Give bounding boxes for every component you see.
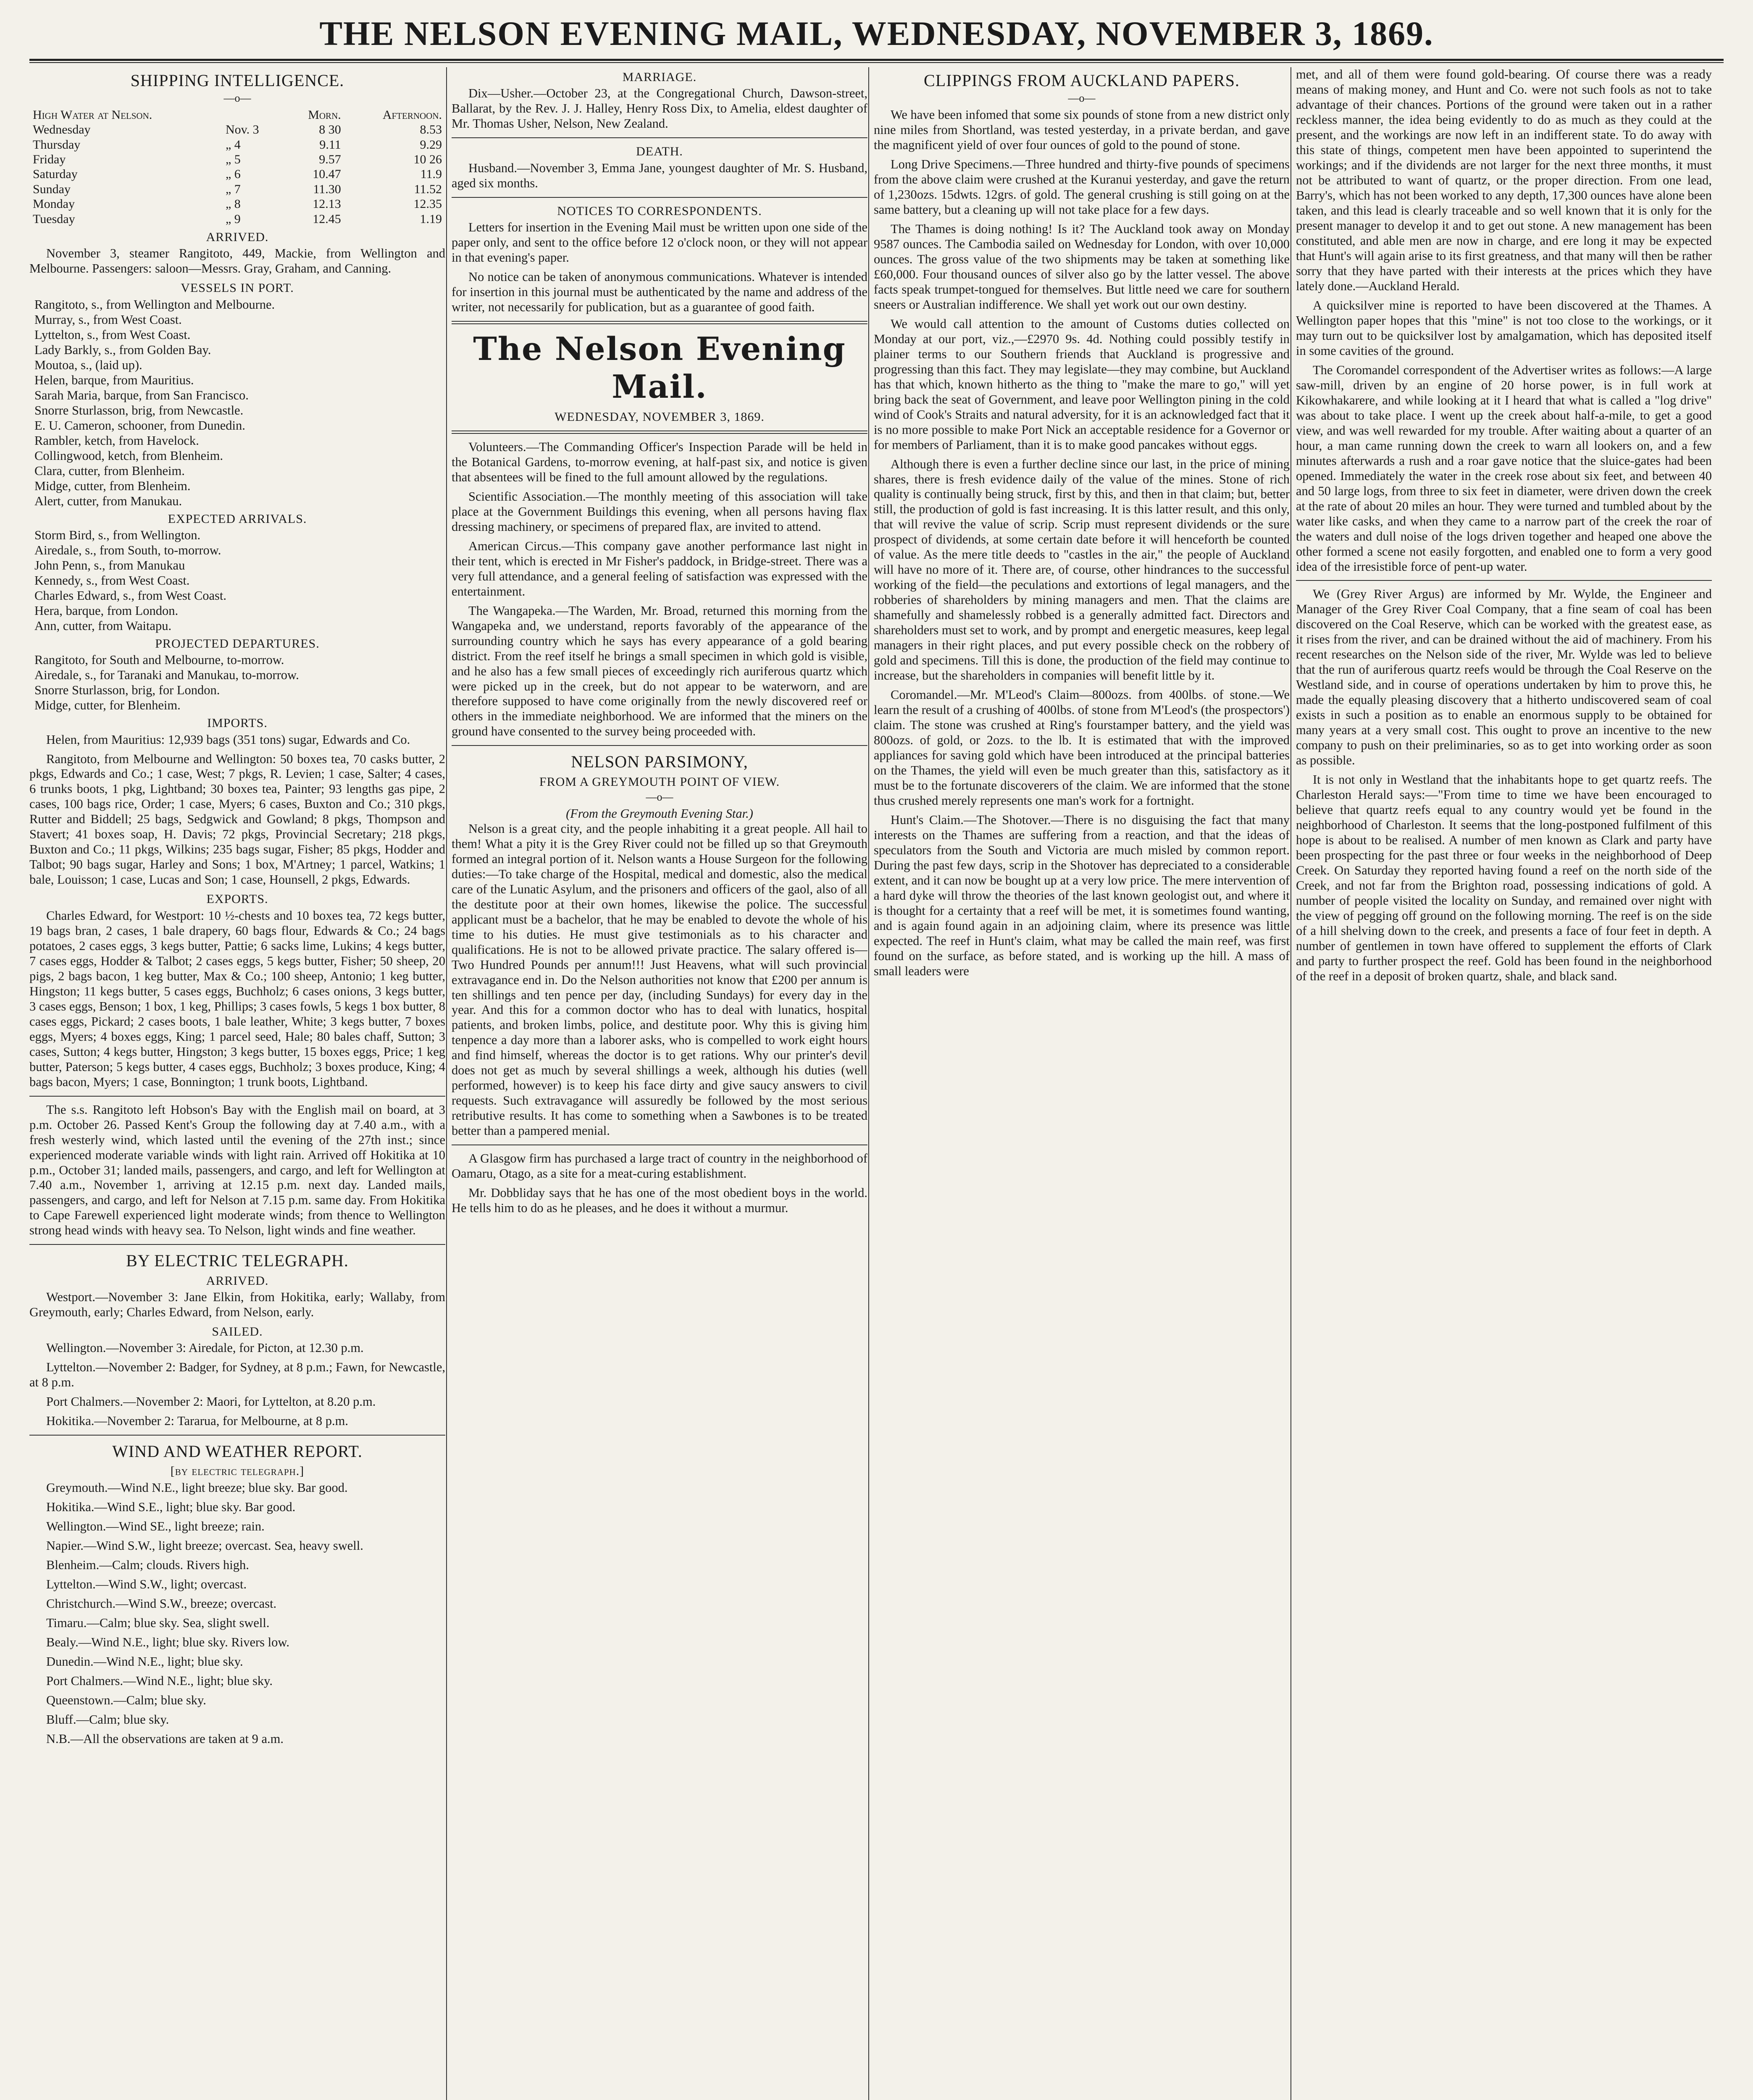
clippings-title: CLIPPINGS FROM AUCKLAND PAPERS. <box>924 71 1240 90</box>
column-3 <box>874 67 1290 2100</box>
telegraph-title: BY ELECTRIC TELEGRAPH. <box>126 1251 349 1270</box>
parsimony-text: Nelson is a great city, and the people inhabiting it a great people. All hail to them! What a pity it is the Grey River could not be filled up so that Greymouth formed an integral portion of it. Nelson wants a House Surgeon for the following duties:—To take charge of the Hospital, medical and domestic, also the medical care of the Lunatic Asylum, and the prisoners and officers of the gaol, also of all the destitute poor at their own homes, likewise the police. The successful applicant must be a bachelor, that he may be enabled to devote the whole of his time to his duties. He must give testimonials as to his character and qualifications. He is not to be allowed private practice. The salary offered is—Two Hundred Pounds per annum!!! Just Heavens, what will such provincial extravagance end in. Do the Nelson authorities not know that £200 per annum is ten shillings and ten pence per day, (including Sundays) for every day in the year. And this for a common doctor who has to deal with lunatics, hospital patients, and broken limbs, police, and destitute poor. Why this is giving him tenpence a day more than a laborer asks, who is compelled to work eight hours and find himself, whereas the doctor is to get rations. Why our printer's devil does not get as much by several shillings a week, although his duties (well performed, however) is to keep his face dirty and give saucy answers to civil requests. Such extravagance will assuredly be followed by the most serious retributive results. It has come to something when a Sawbones is to be treated better than a pampered menial. <box>452 821 867 1138</box>
tide-header: High Water at Nelson. <box>33 108 152 122</box>
tide-cell: 9.29 <box>420 137 442 152</box>
tide-cell: Saturday <box>33 167 78 181</box>
list-item: Helen, barque, from Mauritius. <box>34 373 194 387</box>
vessels-list <box>29 297 445 509</box>
table-row <box>29 182 445 197</box>
parsimony-title: NELSON PARSIMONY, <box>571 752 748 772</box>
article-paragraph: Long Drive Specimens.—Three hundred and thirty-five pounds of specimens from the above claim were crushed at the Kuranui yesterday, and gave the return of 1,230ozs. 15dwts. 12grs. of gold. The general crushing is still going on at the same battery, but a cleaning up will not take place for a few days. <box>874 157 1290 217</box>
list-item: Storm Bird, s., from Wellington. <box>34 528 201 542</box>
tide-cell: Friday <box>33 152 66 167</box>
article-paragraph: Coromandel.—Mr. M'Leod's Claim—800ozs. from 400lbs. of stone.—We learn the result of a crushing of 400lbs. of stone from M'Leod's (the prospectors') claim. The stone was crushed at Ring's fourstamper battery, and the yield was 800ozs. of gold, or 2ozs. to the lb. It is estimated that with the improved appliances for saving gold which have been introduced at the principal batteries on the Thames, the yield will even be much greater than this, satisfactory as it must be to the fortunate discoverers of the claim. We are informed that the stone thus crushed merely represents one man's work for a fortnight. <box>874 688 1290 808</box>
article-paragraph: We have been infomed that some six pounds of stone from a new district only nine miles from Shortland, was tested yesterday, in a private berdan, and gave the magnificent yield of over four ounces of gold to the pound of stone. <box>874 107 1290 152</box>
tide-cell: 8.53 <box>420 123 442 137</box>
tide-cell: Monday <box>33 197 75 211</box>
tele-sailed-title: SAILED. <box>212 1324 263 1339</box>
tide-cell: 12.45 <box>313 212 341 226</box>
vessels-title: VESSELS IN PORT. <box>181 281 294 295</box>
tide-cell: Thursday <box>33 137 81 152</box>
tide-cell: „ 8 <box>225 197 241 211</box>
list-item: Snorre Sturlasson, brig, from Newcastle. <box>34 403 244 417</box>
article-paragraph: It is not only in Westland that the inhabitants hope to get quartz reefs. The Charleston Herald says:—"From time to time we have been encouraged to believe that quartz reefs equal to any country would yet be found in the neighborhood of Charleston. It seems that the long-postponed fulfilment of this hope is about to be realised. A number of men known as Clark and party have been prospecting for the past three or four weeks in the neighborhood of Deep Creek. On Saturday they reported having found a reef on the north side of the Creek, and not far from the Brighton road, possessing indications of gold. A number of people visited the locality on Sunday, and remained over night with the view of pegging off ground on the following morning. The reef is on the side of a hill shelving down to the creek, and presents a face of four feet in depth. A number of gentlemen in town have offered to supplement the efforts of Clark and party to further prospect the reef. Gold has been found in the neighborhood of the reef in a deposit of broken quartz, shale, and black sand. <box>1296 772 1712 984</box>
list-item: Rangitoto, s., from Wellington and Melbourne. <box>34 297 275 312</box>
death-text: Husband.—November 3, Emma Jane, youngest daughter of Mr. S. Husband, aged six months. <box>452 160 867 190</box>
weather-line: Greymouth.—Wind N.E., light breeze; blue sky. Bar good. <box>46 1480 348 1495</box>
tide-cell: 10 26 <box>413 152 442 167</box>
ornament: —o— <box>1068 92 1096 105</box>
weather-line: Queenstown.—Calm; blue sky. <box>46 1693 206 1707</box>
list-item: Airedale, s., from South, to-morrow. <box>34 543 221 557</box>
list-item: Midge, cutter, for Blenheim. <box>34 698 181 713</box>
tide-cell: „ 6 <box>225 167 241 181</box>
list-item: John Penn, s., from Manukau <box>34 558 185 572</box>
tide-cell: 9.57 <box>319 152 341 167</box>
weather-subtitle: [by electric telegraph.] <box>170 1464 305 1478</box>
tide-cell: 10.47 <box>313 167 341 181</box>
weather-line: Christchurch.—Wind S.W., breeze; overcast. <box>46 1596 277 1611</box>
column-2 <box>452 67 867 2100</box>
weather-title: WIND AND WEATHER REPORT. <box>112 1442 363 1461</box>
tide-cell: 12.35 <box>413 197 442 211</box>
weather-line: Port Chalmers.—Wind N.E., light; blue sky. <box>46 1673 273 1688</box>
weather-line: Bealy.—Wind N.E., light; blue sky. Rivers low. <box>46 1635 290 1649</box>
list-item: Lady Barkly, s., from Golden Bay. <box>34 342 211 357</box>
tide-cell: „ 4 <box>225 137 241 152</box>
divider <box>452 1144 867 1145</box>
tele-sailed-text: Port Chalmers.—November 2: Maori, for Lyttelton, at 8.20 p.m. <box>46 1394 376 1409</box>
imports-title: IMPORTS. <box>207 716 268 730</box>
tide-header <box>222 108 284 122</box>
divider <box>452 321 867 324</box>
table-row <box>29 197 445 211</box>
marriage-title: MARRIAGE. <box>622 70 697 84</box>
dobbliday-paragraph: Mr. Dobbliday says that he has one of the most obedient boys in the world. He tells him to do as he pleases, and he does it without a murmur. <box>452 1186 867 1215</box>
imports-text: Helen, from Mauritius: 12,939 bags (351 tons) sugar, Edwards and Co. <box>46 732 410 747</box>
tide-cell: „ 9 <box>225 212 241 226</box>
article-paragraph: American Circus.—This company gave another performance last night in their tent, which is erected in Mr Fisher's paddock, in Bridge-street. There was a very full attendance, and a general feeling of satisfaction was expressed with the entertainment. <box>452 538 867 598</box>
parsimony-source: (From the Greymouth Evening Star.) <box>566 806 753 821</box>
imports-text: Rangitoto, from Melbourne and Wellington: 50 boxes tea, 70 casks butter, 2 pkgs, Edwards and Co.; 1 case, West; 7 pkgs, R. Levien; 1 case, Salter; 4 cases, 6 trunks boots, 1 pkg, Lightband; 30 boxes tea, Painter; 93 lengths gas pipe, 2 cases, 100 bags rice, Order; 1 case, Myers; 6 cases, Buxton and Co.; 310 pkgs, Rutter and Biddell; 25 bags, Sedgwick and Gowland; 8 pkgs, Thompson and Stavert; 41 boxes soap, H. Davis; 72 pkgs, Provincial Secretary; 218 pkgs, Buxton and Co.; 11 pkgs, Wilkins; 235 bags sugar, Fisher; 85 pkgs, Hodder and Talbot; 90 bags sugar, Harley and Sons; 1 box, M'Artney; 1 parcel, Watkins; 1 bale, Louisson; 1 case, Lucas and Son; 1 case, Hounsell, 2 pkgs, Edwards. <box>29 751 445 887</box>
column-4 <box>1296 67 1712 2100</box>
list-item: E. U. Cameron, schooner, from Dunedin. <box>34 418 245 433</box>
list-item: Charles Edward, s., from West Coast. <box>34 588 226 603</box>
exports-title: EXPORTS. <box>206 892 268 906</box>
tide-cell: 1.19 <box>420 212 442 226</box>
weather-line: Hokitika.—Wind S.E., light; blue sky. Bar good. <box>46 1499 296 1514</box>
expected-list <box>29 528 445 634</box>
article-paragraph: Volunteers.—The Commanding Officer's Inspection Parade will be held in the Botanical Gardens, to-morrow evening, at half-past six, and notice is given that absentees will be fined to the full amount allowed by the regulations. <box>452 439 867 484</box>
tele-sailed-text: Hokitika.—November 2: Tararua, for Melbourne, at 8 p.m. <box>46 1414 348 1428</box>
tele-sailed-text: Lyttelton.—November 2: Badger, for Sydney, at 8 p.m.; Fawn, for Newcastle, at 8 p.m. <box>29 1360 445 1390</box>
article-paragraph: A quicksilver mine is reported to have been discovered at the Thames. A Wellington paper hopes that this "mine" is not too close to the workings, or it may turn out to be quicksilver lost by amalgamation, which has deposited itself in some cavities of the ground. <box>1296 298 1712 358</box>
paper-title: The Nelson Evening Mail. <box>473 330 846 405</box>
article-paragraph: Scientific Association.—The monthly meeting of this association will take place at the Government Buildings this evening, when all persons having flax dressing machinery, or specimens of prepared flax, are invited to attend. <box>452 489 867 534</box>
list-item: Kennedy, s., from West Coast. <box>34 573 190 588</box>
divider <box>1296 580 1712 581</box>
tide-header: Afternoon. <box>382 108 442 122</box>
tele-arrived-title: ARRIVED. <box>206 1273 269 1288</box>
list-item: Snorre Sturlasson, brig, for London. <box>34 683 220 698</box>
tide-cell: Sunday <box>33 182 71 196</box>
parsimony-subtitle: FROM A GREYMOUTH POINT OF VIEW. <box>539 774 780 789</box>
list-item: Murray, s., from West Coast. <box>34 312 182 327</box>
tide-cell: 9.11 <box>319 137 341 152</box>
glasgow-paragraph: A Glasgow firm has purchased a large tract of country in the neighborhood of Oamaru, Otago, as a site for a meat-curing establishment. <box>452 1151 867 1181</box>
article-paragraph: We would call attention to the amount of Customs duties collected on Monday at our port, viz.,—£2970 9s. 4d. Nothing could possibly testify in plainer terms to our Southern friends that Auckland is progressive and progressing than this fact. They may legislate—they may combine, but Auckland has that which, known hitherto as the thing to "make the mare to go," will yet bring back the seat of Government, and leave poor Wellington pining in the cold wind of Cook's Straits and natural adversity, for it is an acknowledged fact that it is no more possible to make Port Nick an acceptable residence for a Governor or for members of Parliament, than it is to make good pancakes without eggs. <box>874 316 1290 452</box>
divider <box>29 1244 445 1245</box>
list-item: Alert, cutter, from Manukau. <box>34 494 182 508</box>
projected-title: PROJECTED DEPARTURES. <box>155 636 320 651</box>
tide-cell: 12.13 <box>313 197 341 211</box>
article-paragraph: The Thames is doing nothing! Is it? The Auckland took away on Monday 9587 ounces. The Cambodia sailed on Wednesday for London, with over 10,000 ounces. The gross value of the two shipments may be taken at something like £60,000. Four thousand ounces of silver also go by the latter vessel. The above facts speak trumpet-tongued for themselves. But little need we care for southern sneers or Australian indifference. We shall yet work out our own destiny. <box>874 221 1290 312</box>
tide-cell: Wednesday <box>33 123 91 137</box>
tide-table <box>29 108 445 226</box>
shipping-title: SHIPPING INTELLIGENCE. <box>130 71 344 90</box>
divider <box>452 430 867 434</box>
tide-cell: 11.9 <box>420 167 442 181</box>
list-item: Rangitoto, for South and Melbourne, to-morrow. <box>34 653 284 667</box>
article-paragraph: Hunt's Claim.—The Shotover.—There is no disguising the fact that many interests on the Thames are suffering from a reaction, and that the ideas of speculators from the South and Victoria are much misled by common report. During the past few days, scrip in the Shotover has depreciated to a considerable extent, and it can now be bought up at a very low price. The mere intervention of a hard dyke will throw the theories of the last known geologist out, and where it is thought for a certainty that a reef will be met, it is sometimes found wanting, and is again found again in an adjoining claim, where its presence was little expected. The reef in Hunt's claim, what may be called the main reef, was first found on the surface, as before stated, and is working up the hill. A mass of small leaders were <box>874 813 1290 978</box>
rangitoto-paragraph: The s.s. Rangitoto left Hobson's Bay with the English mail on board, at 3 p.m. October 26. Passed Kent's Group the following day at 7.40 a.m., with a fresh westerly wind, which lasted until the evening of the 27th inst.; since experienced moderate variable winds with light rain. Arrived off Hokitika at 10 p.m., October 31; landed mails, passengers, and cargo, and left for Wellington at 7.40 a.m., November 1, arriving at 12.15 p.m. next day. Landed mails, passengers, and cargo, and left for Nelson at 7.15 p.m. same day. From Hokitika to Cape Farewell experienced light moderate winds; from thence to Wellington strong head winds with heavy sea. To Nelson, light winds and fine weather. <box>29 1102 445 1238</box>
tide-cell: „ 5 <box>225 152 241 167</box>
arrived-title: ARRIVED. <box>206 230 269 244</box>
weather-line: Napier.—Wind S.W., light breeze; overcast. Sea, heavy swell. <box>46 1538 363 1553</box>
weather-line: Timaru.—Calm; blue sky. Sea, slight swell. <box>46 1615 270 1630</box>
list-item: Lyttelton, s., from West Coast. <box>34 327 191 342</box>
divider <box>29 1435 445 1436</box>
tide-header: Morn. <box>308 108 341 122</box>
table-row <box>29 152 445 167</box>
divider <box>452 197 867 198</box>
expected-title: EXPECTED ARRIVALS. <box>168 512 307 526</box>
notices-title: NOTICES TO CORRESPONDENTS. <box>557 204 762 218</box>
divider <box>452 745 867 746</box>
list-item: Collingwood, ketch, from Blenheim. <box>34 448 223 463</box>
weather-line: Lyttelton.—Wind S.W., light; overcast. <box>46 1577 247 1591</box>
notices-text: Letters for insertion in the Evening Mail must be written upon one side of the paper only, and sent to the office before 12 o'clock noon, or they will not appear in that evening's paper. <box>452 220 867 265</box>
list-item: Airedale, s., for Taranaki and Manukau, to-morrow. <box>34 668 299 682</box>
tide-cell: 11.52 <box>414 182 442 196</box>
column-rule <box>868 67 869 2100</box>
article-paragraph: Although there is even a further decline since our last, in the price of mining shares, there is fresh evidence daily of the value of the mines. Stone of rich quality is continually being struck, first by this, and then in that claim; but, better still, the production of gold is fast increasing. It is this latter result, and this only, that will revive the value of scrip. Scrip must represent dividends or the sure prospect of dividends, at some certain date before it will henceforth be counted of value. As the mere title deeds to "castles in the air," the people of Auckland will have no more of it. There are, of course, other hindrances to the successful working of the field—the peculations and extortions of legal managers, and the robberies of shareholders by mining managers and men. That the claims are shamefully and shamelessly robbed is a generally admitted fact. Directors and shareholders must set to work, and by prompt and energetic measures, keep legal managers in their right places, and put every possible check on the robbery of gold and specimens. Till this is done, the production of the field may continue to increase, but the shareholders in companies will benefit little by it. <box>874 457 1290 683</box>
ornament: —o— <box>223 92 251 105</box>
tele-sailed-text: Wellington.—November 3: Airedale, for Picton, at 12.30 p.m. <box>46 1341 364 1355</box>
list-item: Ann, cutter, from Waitapu. <box>34 618 172 633</box>
ornament: —o— <box>646 791 673 803</box>
arrived-text: November 3, steamer Rangitoto, 449, Mackie, from Wellington and Melbourne. Passengers: saloon—Messrs. Gray, Graham, and Canning. <box>29 246 445 276</box>
tide-cell: Tuesday <box>33 212 75 226</box>
weather-line: Bluff.—Calm; blue sky. <box>46 1712 169 1727</box>
column-rule <box>1290 67 1291 2100</box>
weather-line: N.B.—All the observations are taken at 9 a.m. <box>46 1731 284 1746</box>
column-1 <box>29 67 445 2100</box>
article-paragraph: met, and all of them were found gold-bearing. Of course there was a ready means of making money, and Hunt and Co. were not such fools as not to take advantage of their chances. Portions of the ground were taken out in a rather reckless manner, the idea being evidently to do as much as they could at the present, and the workings are now left in an indifferent state. To do away with this state of things, competent men have been appointed to superintend the workings; and if the dividends are not larger for the next three months, it must not be attributed to want of quartz, or the proper direction. From one lead, Barry's, which has not been worked to any depth, 17,300 ounces have alone been taken, and this lead is clearly traceable and so well known that it is only for the present manager to develop it and to get out stone. A new management has been constituted, and able men are now in charge, and ere long it may be expected that Hunt's will again arise to its first greatness, and that many will then be rather sorry that they have parted with their interests at the prices which they have lately done.—Auckland Herald. <box>1296 67 1712 293</box>
article-paragraph: The Coromandel correspondent of the Advertiser writes as follows:—A large saw-mill, driven by an engine of 20 horse power, is in full work at Kikowhakarere, and while looking at it I heard that what is called a "log drive" was about to take place. I went up the creek about half-a-mile, to get a good view, and was well rewarded for my trouble. After waiting about a quarter of an hour, a man came running down the creek to warn all lookers on, and a few minutes afterwards a rush and a roar gave notice that the sluice-gates had been opened. Immediately the water in the creek rose about six feet, and between 40 and 50 large logs, from three to six feet in diameter, were driven down the creek at the rate of about 20 miles an hour. They were turned and tumbled about by the water like casks, and when they came to a narrow part of the creek the roar of the waters and dull noise of the logs driven together and heaped one above the other formed a scene not easily forgotten, and enabled one to form a very good idea of the irresistible force of pent-up water. <box>1296 362 1712 574</box>
paper-date: WEDNESDAY, NOVEMBER 3, 1869. <box>555 410 765 424</box>
tide-cell: 8 30 <box>319 123 341 137</box>
death-title: DEATH. <box>636 144 683 159</box>
exports-text: Charles Edward, for Westport: 10 ½-chests and 10 boxes tea, 72 kegs butter, 19 bags bran, 2 cases, 1 bale drapery, 60 bags flour, Edwards & Co.; 24 bags potatoes, 2 cases eggs, 3 kegs butter, Pattie; 6 sacks lime, Lukins; 4 kegs butter, 7 cases eggs, Hodder & Talbot; 2 cases eggs, 5 kegs butter, Fisher; 50 sheep, 20 pigs, 2 bags bacon, 1 keg butter, Max & Co.; 100 sheep, Antonio; 1 keg butter, Hingston; 11 kegs butter, 5 cases eggs, Buchholz; 6 cases onions, 3 kegs butter, 3 cases eggs, Benson; 1 box, 1 keg, Phillips; 3 cases fowls, 5 kegs 1 box butter, 8 cases eggs, Pickard; 2 cases boots, 1 bale leather, White; 3 kegs butter, 7 boxes eggs, Myers; 4 boxes eggs, King; 1 parcel seed, Hale; 80 bales chaff, Sutton; 3 cases, Sutton; 4 kegs butter, Hingston; 3 kegs butter, 15 boxes eggs, Price; 1 keg butter, Paterson; 5 kegs butter, 4 cases eggs, Buchholz; 3 boxes produce, King; 4 bags bacon, Myers; 1 case, Bonnington; 1 trunk boots, Lightband. <box>29 908 445 1089</box>
divider <box>29 1096 445 1097</box>
weather-line: Blenheim.—Calm; clouds. Rivers high. <box>46 1557 249 1572</box>
column-rule <box>446 67 447 2100</box>
notices-text: No notice can be taken of anonymous communications. Whatever is intended for insertion in this journal must be authenticated by the name and address of the writer, not necessarily for publication, but as a guarantee of good faith. <box>452 270 867 315</box>
table-row <box>29 137 445 152</box>
masthead-rule <box>29 62 1724 63</box>
list-item: Midge, cutter, from Blenheim. <box>34 478 191 493</box>
list-item: Rambler, ketch, from Havelock. <box>34 433 199 448</box>
masthead: THE NELSON EVENING MAIL, WEDNESDAY, NOVEMBER 3, 1869. <box>29 8 1724 61</box>
list-item: Hera, barque, from London. <box>34 603 179 618</box>
table-row <box>29 122 445 137</box>
table-row <box>29 212 445 226</box>
tele-arrived-text: Westport.—November 3: Jane Elkin, from Hokitika, early; Wallaby, from Greymouth, early; Charles Edward, from Nelson, early. <box>29 1290 445 1319</box>
tide-cell: Nov. 3 <box>225 123 259 137</box>
tide-cell: „ 7 <box>225 182 241 196</box>
weather-line: Wellington.—Wind SE., light breeze; rain. <box>46 1519 265 1533</box>
marriage-text: Dix—Usher.—October 23, at the Congregational Church, Dawson-street, Ballarat, by the Rev. J. J. Halley, Henry Ross Dix, to Amelia, eldest daughter of Mr. Thomas Usher, Nelson, New Zealand. <box>452 86 867 131</box>
list-item: Sarah Maria, barque, from San Francisco. <box>34 388 249 402</box>
table-row <box>29 167 445 181</box>
projected-list <box>29 653 445 713</box>
list-item: Clara, cutter, from Blenheim. <box>34 463 185 478</box>
weather-line: Dunedin.—Wind N.E., light; blue sky. <box>46 1654 243 1669</box>
tide-cell: 11.30 <box>313 182 341 196</box>
list-item: Moutoa, s., (laid up). <box>34 357 142 372</box>
article-paragraph: The Wangapeka.—The Warden, Mr. Broad, returned this morning from the Wangapeka and, we understand, reports favorably of the appearance of the surrounding country which he says has every appearance of a gold bearing district. From the reef itself he brings a small specimen in which gold is visible, and he also has a few small pieces of exceedingly rich auriferous quartz which were picked up in the creek, but do not appear to be waterworn, and are therefore supposed to have come originally from the newly discovered reef or others in the immediate neighborhood. We are informed that the miners on the ground have consented to the survey being proceeded with. <box>452 603 867 739</box>
article-paragraph: We (Grey River Argus) are informed by Mr. Wylde, the Engineer and Manager of the Grey River Coal Company, that a fine seam of coal has been discovered on the Coal Reserve, which can be worked with the greatest ease, as it rises from the river, and can be drained without the aid of machinery. From his recent researches on the Nelson side of the river, Mr. Wylde was led to believe that the run of auriferous quartz reefs would be through the Coal Reserve on the Westland side, and in course of operations undertaken by him to prove this, he made the equally pleasing discovery that a hitherto undiscovered seam of coal exists in such a position as to enable an enormous supply to be obtained for many years at a very small cost. This ought to prove an incentive to the new company to push on their preliminaries, so as to get into working order as soon as possible. <box>1296 587 1712 768</box>
divider <box>452 137 867 138</box>
